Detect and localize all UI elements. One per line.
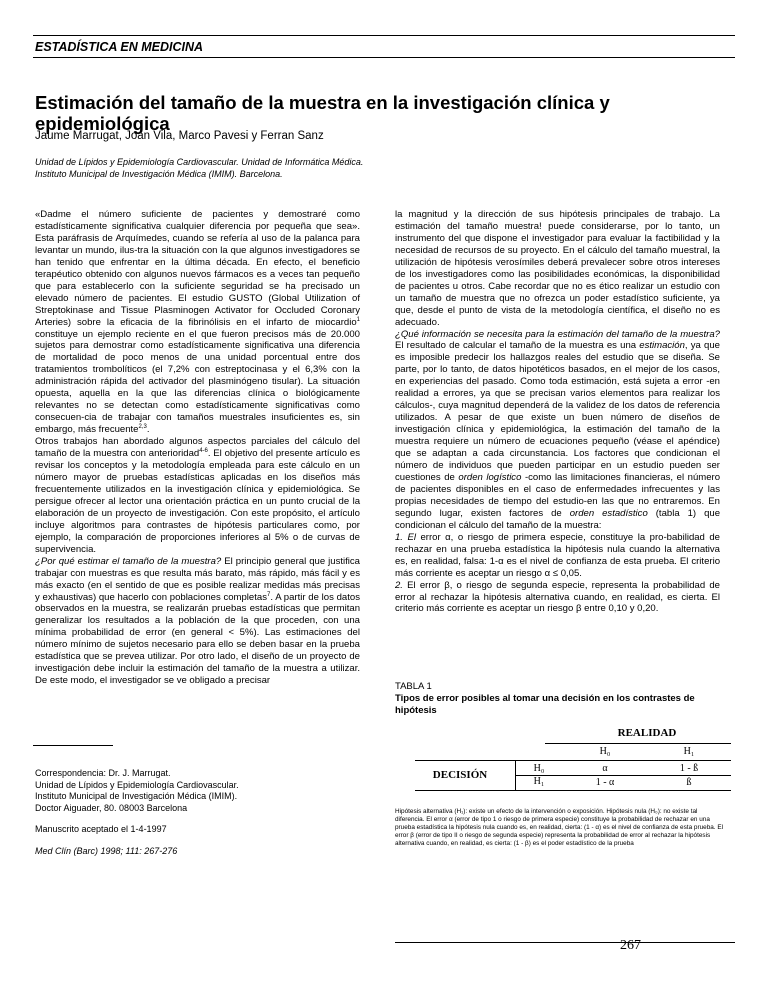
text: . — [146, 424, 150, 436]
paragraph-2 — [35, 436, 360, 556]
text: El error β, o riesgo de segunda especie, representa la probabilidad de error al rechazar la hipótesis alternativa cuando, en realidad, es cierta. El criterio más corriente es aceptar un riesgo β entre 0,10 y 0,20. — [395, 579, 720, 615]
row-h1: H₁ — [533, 776, 545, 787]
bottom-rule — [395, 942, 735, 943]
affiliation-line-1: Unidad de Lípidos y Epidemiología Cardiovascular. Unidad de Informática Médica. — [35, 157, 364, 167]
list-item-1 — [395, 532, 720, 580]
table-rule — [545, 743, 731, 744]
question-heading: ¿Por qué estimar el tamaño de la muestra? — [35, 555, 222, 567]
footnote-rule — [33, 745, 113, 746]
text: , ya que es imposible predecir los hallazgos reales del estudio que se diseña. Se parte, por lo tanto, de datos hipotéticos basados, en el mejor de los casos, en experiencias del pasado. Como toda estimación, está sujeta a error -en realidad a errores, ya que se precisan varios elementos para realizar los cálculos-, cuya magnitud dependerá de la validez de los datos de referencia utilizados. A pesar de que existe un buen número de diseños de investigación clínica y epidemiológica, la estimación del tamaño de la muestra requiere un número de ecuaciones pequeño (véase el apéndice) que se adaptan a cada circunstancia. Los factores que condicionan el número de individuos que pueden participar en un estudio pueden ser cuestiones de — [395, 340, 720, 483]
text: -como las limitaciones financieras, el número de pacientes disponibles en el caso de enfermedades infrecuentes y las propias necesidades de tiempo del estudio-en las que no entraremos. En segundo lugar, existen factores de — [395, 471, 721, 519]
correspondence-line: Correspondencia: Dr. J. Marrugat. — [35, 768, 171, 778]
text: Otros trabajos han abordado algunos aspectos parciales del cálculo del tamaño de la muestra con anterioridad — [35, 436, 360, 460]
affiliation — [35, 156, 363, 180]
list-number: 2. — [395, 579, 403, 591]
citation-sup: 1 — [356, 316, 360, 323]
cell-alpha: α — [602, 763, 608, 774]
journal-citation: Med Clín (Barc) 1998; 111: 267-276 — [35, 846, 178, 856]
table-caption: Tipos de error posibles al tomar una decisión en los contrastes de hipótesis — [395, 693, 695, 716]
page-number: 267 — [620, 938, 641, 953]
text: El resultado de calcular el tamaño de la muestra es una — [395, 340, 640, 352]
row-h0: H₀ — [533, 763, 545, 774]
emphasis: El — [407, 531, 416, 543]
table-footnote: Hipótesis alternativa (H₁): existe un efecto de la intervención o exposición. Hipótesis nula (H₀): no existe tal diferencia. El error α (error de tipo 1 o riesgo de primera especie) constituye la probabilidad de rechazar en una prueba estadística la hipótesis nula cuando es, en realidad, cierta: (1 - α) es el nivel de confianza de esta prueba. El error β (error de tipo II o riesgo de segunda especie) representa la probabilidad de error al rechazar la hipótesis alternativa cuando, en realidad, es cierta: (1 - β) es el poder estadístico de la prueba — [395, 808, 724, 847]
table-label: TABLA 1 — [395, 681, 432, 692]
text: . El objetivo del presente artículo es revisar los conceptos y la metodología empleada para este cálculo en un número mayor de pruebas estadísticas aplicadas en los diseños más frecuentemente utilizados en la investigación clínica y epidemiológica. Se persigue ofrecer al lector una orientación práctica en un punto crucial de la elaboración de un proyecto de investigación. Con este propósito, el artículo incluye algoritmos para contrastes de hipótesis particulares como, por ejemplo, la comparación de proporciones inferiores al 5% o de curvas de supervivencia. — [35, 448, 360, 555]
text: . A partir de los datos observados en la muestra, se realizarán pruebas estadísticas que permitan generalizar los resultados a la población de la que proceden, con una mínima probabilidad de error (en general < 5%). Las estimaciones del número mínimo de sujetos necesario para ello se deben basar en la prueba estadística que se prevea utilizar. Por otro lado, el diseño de un proyecto de investigación debe incluir la estimación del tamaño de la muestra a utilizar. De este modo, el investigador se ve obligado a precisar — [35, 591, 360, 687]
section-title: ESTADÍSTICA EN MEDICINA — [35, 40, 204, 54]
emphasis: orden logístico — [458, 471, 522, 483]
col-h1: H₁ — [683, 746, 695, 757]
citation-sup: 2,3 — [138, 423, 147, 430]
correspondence-line: Doctor Aiguader, 80. 08003 Barcelona — [35, 802, 188, 813]
emphasis: estimación — [639, 340, 685, 352]
article-title: Estimación del tamaño de la muestra en la investigación clínica y epidemiológica — [35, 92, 610, 134]
right-column — [395, 209, 720, 615]
table-rule — [415, 790, 731, 791]
text: «Dadme el número suficiente de pacientes y demostraré como estadísticamente significativa cualquier diferencia por pequeña que sea». Esta paráfrasis de Arquímedes, cuando se refería al uso de la palanca para levantar un mundo, ilus-tra la situación con la que algunos investigadores se han tenido que enfrentar en la última década. En efecto, el beneficio terapéutico obtenido con algunos nuevos fármacos es a veces tan pequeño que para establecerlo con la suficiente seguridad se ha precisado un elevado número de pacientes. El estudio GUSTO (Global Utilization of Streptokinase and Tissue Plasminogen Activator for Occluded Coronary Arteries) sobre la eficacia de la fibrinólisis en el infarto de miocardio — [35, 209, 360, 328]
correspondence-line: Unidad de Lípidos y Epidemiología Cardiovascular. — [35, 779, 239, 790]
correspondence-line: Instituto Municipal de Investigación Médica (IMIM). — [35, 791, 238, 801]
table-rule — [415, 760, 731, 761]
text: (tabla 1) que condicionan el cálculo del tamaño de la muestra: — [395, 507, 721, 531]
list-item-2 — [395, 580, 720, 616]
table-rule — [515, 775, 731, 776]
correspondence — [35, 768, 239, 814]
text: error α, o riesgo de primera especie, constituye la pro-babilidad de rechazar en una prueba estadística la hipótesis nula cuando la alternativa es, en realidad, falsa: 1-α es el nivel de confianza de esta prueba. El criterio más corriente es aceptar un riesgo α ≤ 0,05. — [395, 531, 720, 579]
top-rule — [33, 35, 735, 36]
cell-beta: ß — [686, 777, 692, 788]
error-table — [395, 722, 731, 792]
citation-sup: 7 — [266, 591, 271, 598]
decision-header: DECISIÓN — [432, 769, 488, 781]
text: constituye un ejemplo reciente en el que fueron precisos más de 20.000 sujetos para demostrar como estadísticamente significativa una diferencia de mortalidad de poco menos de una unidad porcentual entre dos tratamientos trombolíticos (el 7,2% con estreptocinasa y el 6,3% con la administración rápida del activador del plasminógeno tisular). La situación opuesta, aquella en la que las diferencias clínica o biológicamente relevantes no se detectan como estadísticamente significativas como consecuen-cia de trabajar con tamaños muestrales insuficientes es, sin embargo, más frecuente — [35, 328, 360, 436]
left-column — [35, 209, 360, 687]
citation-sup: 4-6 — [199, 447, 208, 454]
cell-one-minus-alpha: 1 - α — [595, 777, 615, 788]
col-h0: H₀ — [599, 746, 611, 757]
realidad-header: REALIDAD — [617, 727, 677, 739]
emphasis: orden estadístico — [569, 507, 648, 519]
paragraph-5 — [395, 329, 720, 532]
question-heading: ¿Qué información se necesita para la estimación del tamaño de la muestra? — [395, 328, 720, 340]
paragraph-3 — [35, 556, 360, 687]
list-number: 1. — [395, 531, 403, 543]
cell-one-minus-beta: 1 - ß — [679, 763, 699, 774]
paragraph-1 — [35, 209, 360, 436]
authors: Jaume Marrugat, Joan Vila, Marco Pavesi y Ferran Sanz — [35, 130, 324, 142]
affiliation-line-2: Instituto Municipal de Investigación Médica (IMIM). Barcelona. — [35, 169, 283, 179]
text: El principio general que justifica trabajar con muestras es que resulta más barato, más rápido, más fácil y es más exacto (en el sentido de que es posible realizar medidas más precisas y exhaustivas) que hacerlo con poblaciones completas — [35, 555, 360, 603]
paragraph-4: la magnitud y la dirección de sus hipótesis principales de trabajo. La estimación del tamaño muestra! puede considerarse, por lo tanto, un instrumento del que dispone el investigador para evaluar la factibilidad y la necesidad de recursos de su proyecto. En el cálculo del tamaño muestral, la utilización de hipótesis verosímiles deberá prevalecer sobre otros intereses de los investigadores como las posibilidades económicas, la disponibilidad de pacientes u otros. Cabe recordar que no es ético realizar un estudio con un tamaño de muestra que no ofrezca un poder estadístico suficiente, ya que, desde el punto de vista de la metodología científica, el diseño no es adecuado. — [395, 209, 720, 328]
section-rule — [33, 57, 735, 58]
manuscript-accepted: Manuscrito aceptado el 1-4-1997 — [35, 824, 167, 834]
